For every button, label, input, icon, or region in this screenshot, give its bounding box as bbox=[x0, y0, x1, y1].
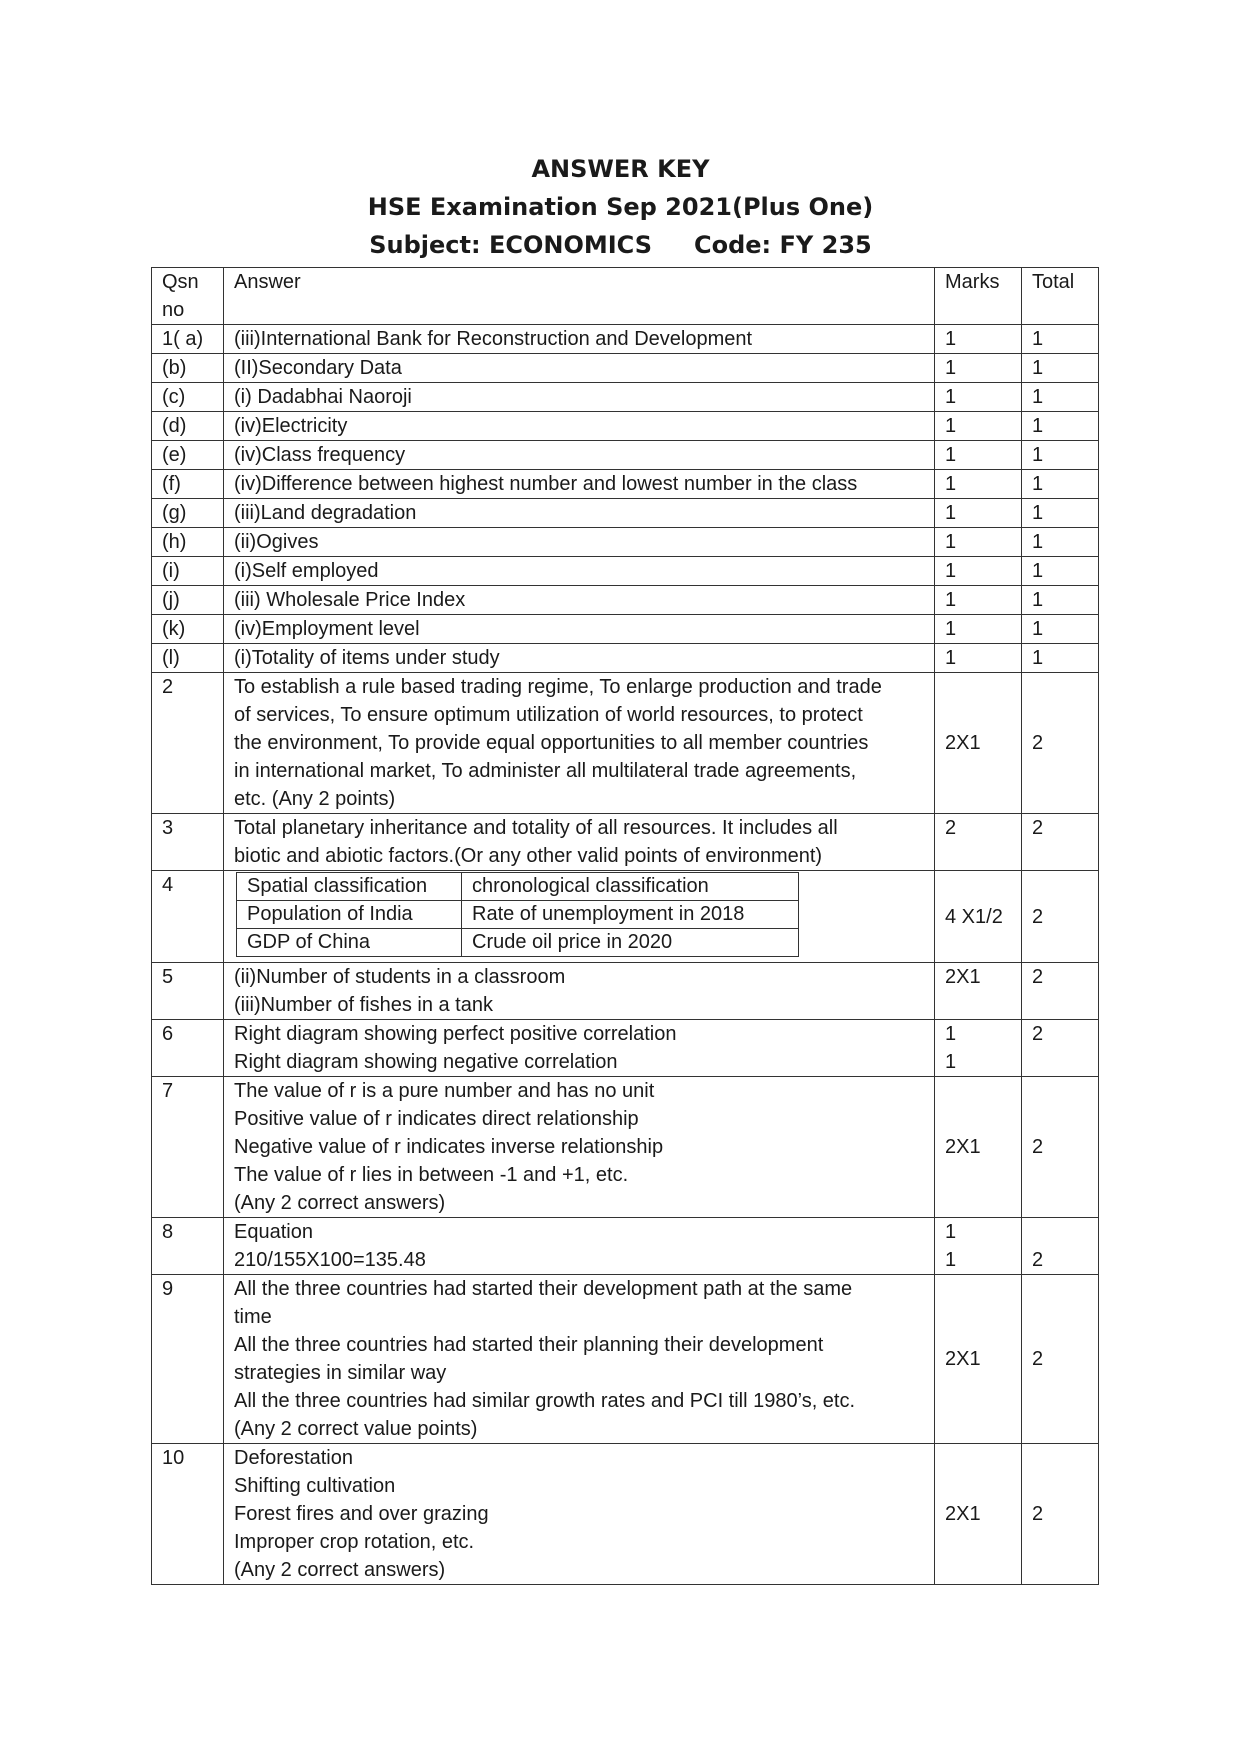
answer-cell: All the three countries had started their development path at the same time All the three countries had started their planning their development strategies in similar way All the three countries had similar growth rates and PCI till 1980’s, etc. (Any 2 correct value points) bbox=[224, 1275, 935, 1444]
answer-cell: Right diagram showing perfect positive correlation Right diagram showing negative correlation bbox=[224, 1020, 935, 1077]
table-row: (e) (iv)Class frequency 1 1 bbox=[152, 441, 1099, 470]
header-total: Total bbox=[1022, 268, 1099, 325]
page-header bbox=[0, 150, 1241, 264]
marks-cell: 1 1 bbox=[935, 1020, 1022, 1077]
header-qno: Qsn no bbox=[152, 268, 224, 325]
answer-cell bbox=[224, 871, 935, 963]
answer-cell: Deforestation Shifting cultivation Forest fires and over grazing Improper crop rotation, etc. (Any 2 correct answers) bbox=[224, 1444, 935, 1585]
table-row: (d) (iv)Electricity 1 1 bbox=[152, 412, 1099, 441]
header-answer: Answer bbox=[224, 268, 935, 325]
table-row: (f) (iv)Difference between highest number and lowest number in the class 1 1 bbox=[152, 470, 1099, 499]
answer-cell: (ii)Number of students in a classroom (iii)Number of fishes in a tank bbox=[224, 963, 935, 1020]
table-row: (g) (iii)Land degradation 1 1 bbox=[152, 499, 1099, 528]
exam-code: Code: FY 235 bbox=[694, 231, 872, 259]
inner-row: GDP of China Crude oil price in 2020 bbox=[237, 929, 799, 957]
table-row-q7: 7 The value of r is a pure number and has no unit Positive value of r indicates direct relationship Negative value of r indicates inverse relationship The value of r lies in between -1 and +1, etc. (Any 2 correct answers) 2X1 2 bbox=[152, 1077, 1099, 1218]
table-header-row bbox=[152, 268, 1099, 325]
table-row-q8: 8 Equation 210/155X100=135.48 1 1 2 bbox=[152, 1218, 1099, 1275]
table-row-q6: 6 Right diagram showing perfect positive correlation Right diagram showing negative correlation 1 1 2 bbox=[152, 1020, 1099, 1077]
inner-row: Population of India Rate of unemployment in 2018 bbox=[237, 901, 799, 929]
answer-cell: Equation 210/155X100=135.48 bbox=[224, 1218, 935, 1275]
classification-table bbox=[236, 872, 799, 957]
subject-label: Subject: ECONOMICS bbox=[369, 231, 652, 259]
answer-cell: The value of r is a pure number and has no unit Positive value of r indicates direct relationship Negative value of r indicates inverse relationship The value of r lies in between -1 and +1, etc. (Any 2 correct answers) bbox=[224, 1077, 935, 1218]
answer-key-table bbox=[151, 267, 1099, 1585]
table-row: (k) (iv)Employment level 1 1 bbox=[152, 615, 1099, 644]
table-row-q5: 5 (ii)Number of students in a classroom (iii)Number of fishes in a tank 2X1 2 bbox=[152, 963, 1099, 1020]
answer-cell: Total planetary inheritance and totality of all resources. It includes all biotic and abiotic factors.(Or any other valid points of environment) bbox=[224, 814, 935, 871]
inner-row: Spatial classification chronological classification bbox=[237, 873, 799, 901]
table-row: (b) (II)Secondary Data 1 1 bbox=[152, 354, 1099, 383]
header-marks: Marks bbox=[935, 268, 1022, 325]
subject-line bbox=[0, 226, 1241, 264]
table-row: (j) (iii) Wholesale Price Index 1 1 bbox=[152, 586, 1099, 615]
table-row-q4: 4 Spatial classification chronological classification Population of India Rate of unemployment in 2018 GDP of China Crude oil price in 2020 4 X1/2 2 bbox=[152, 871, 1099, 963]
table-row: (h) (ii)Ogives 1 1 bbox=[152, 528, 1099, 557]
table-row-q9: 9 All the three countries had started their development path at the same time All the three countries had started their planning their development strategies in similar way All the three countries had similar growth rates and PCI till 1980’s, etc. (Any 2 correct value points) 2X1 2 bbox=[152, 1275, 1099, 1444]
table-row: (c) (i) Dadabhai Naoroji 1 1 bbox=[152, 383, 1099, 412]
table-row: (i) (i)Self employed 1 1 bbox=[152, 557, 1099, 586]
page-title: ANSWER KEY bbox=[531, 155, 710, 183]
table-row-q3: 3 Total planetary inheritance and totality of all resources. It includes all biotic and abiotic factors.(Or any other valid points of environment) 2 2 bbox=[152, 814, 1099, 871]
table-row: (l) (i)Totality of items under study 1 1 bbox=[152, 644, 1099, 673]
table-row: 1( a) (iii)International Bank for Reconstruction and Development 1 1 bbox=[152, 325, 1099, 354]
marks-cell: 1 1 bbox=[935, 1218, 1022, 1275]
answer-cell: To establish a rule based trading regime, To enlarge production and trade of services, To ensure optimum utilization of world resources, to protect the environment, To provide equal opportunities to all member countries in international market, To administer all multilateral trade agreements, etc. (Any 2 points) bbox=[224, 673, 935, 814]
table-row-q10: 10 Deforestation Shifting cultivation Forest fires and over grazing Improper crop rotation, etc. (Any 2 correct answers) 2X1 2 bbox=[152, 1444, 1099, 1585]
exam-title: HSE Examination Sep 2021(Plus One) bbox=[367, 193, 874, 221]
table-row-q2: 2 To establish a rule based trading regime, To enlarge production and trade of services, To ensure optimum utilization of world resources, to protect the environment, To provide equal opportunities to all member countries in international market, To administer all multilateral trade agreements, etc. (Any 2 points) 2X1 2 bbox=[152, 673, 1099, 814]
